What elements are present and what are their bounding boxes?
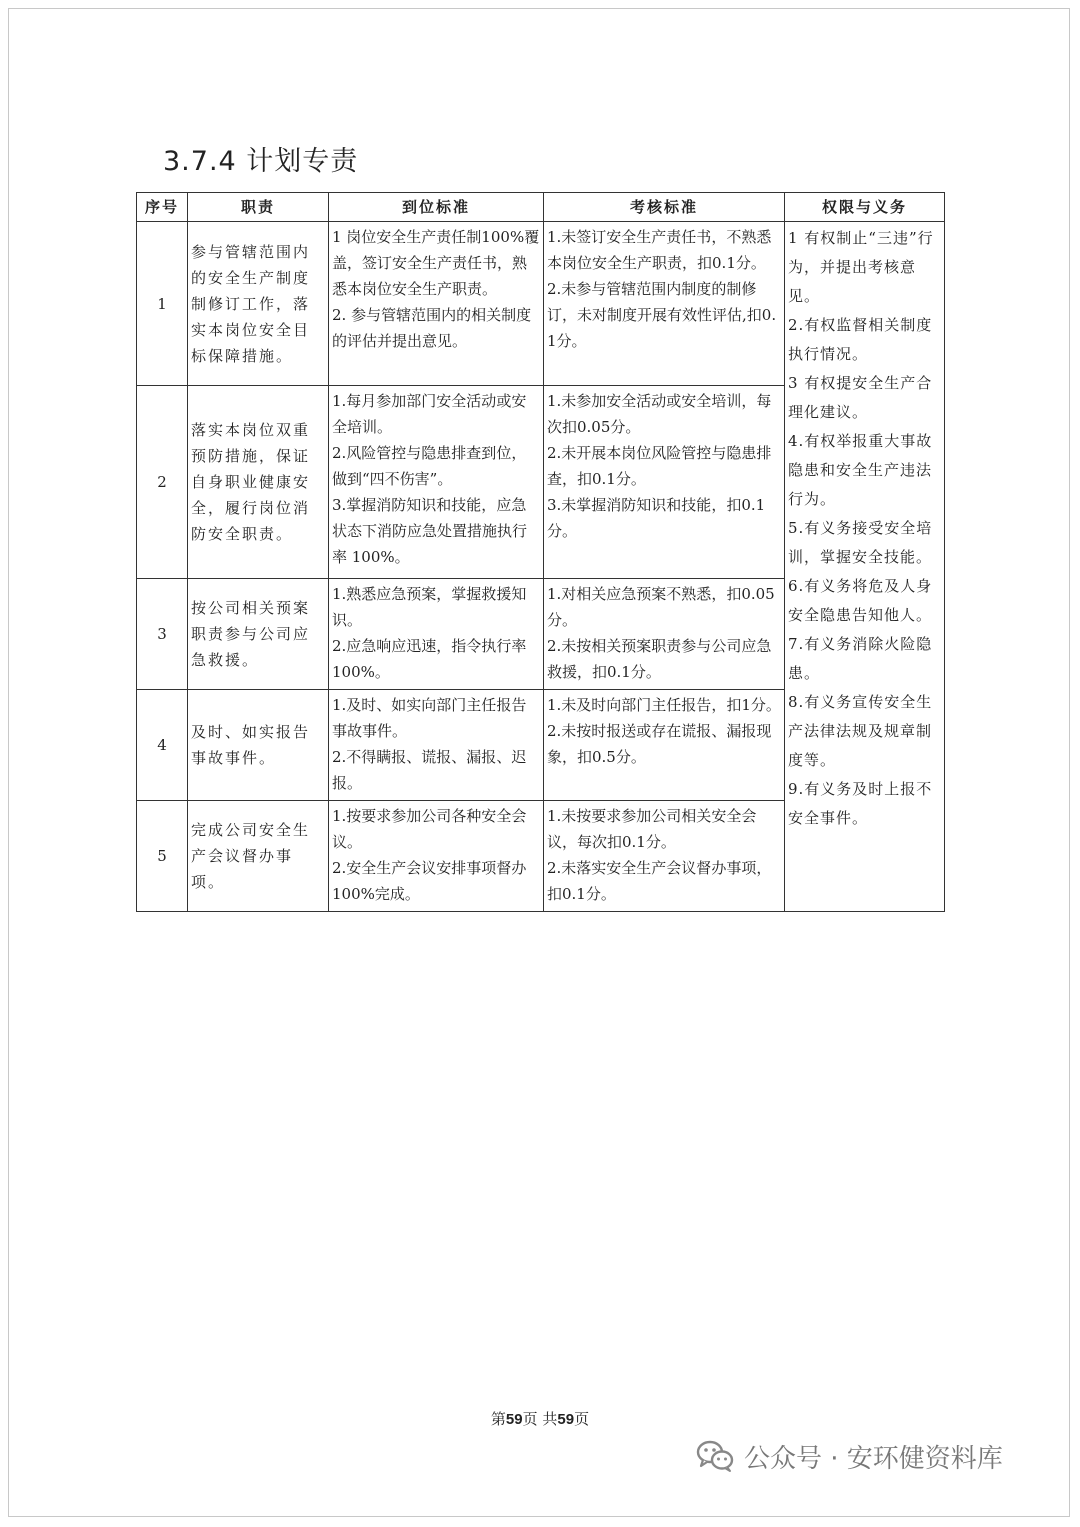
row-assessment bbox=[544, 690, 785, 801]
row-seq: 5 bbox=[137, 801, 188, 912]
rights-item: 3 有权提安全生产合理化建议。 bbox=[788, 374, 933, 421]
page-footer bbox=[0, 1408, 1080, 1429]
row-duty: 参与管辖范围内的安全生产制度制修订工作，落实本岗位安全目标保障措施。 bbox=[188, 222, 329, 386]
assessment-item: 2.未落实安全生产会议督办事项，扣0.1分。 bbox=[547, 859, 772, 903]
row-seq: 4 bbox=[137, 690, 188, 801]
row-standard bbox=[329, 690, 544, 801]
wechat-icon bbox=[696, 1439, 734, 1473]
assessment-item: 1.未参加安全活动或安全培训，每次扣0.05分。 bbox=[547, 392, 772, 436]
footer-prefix: 第 bbox=[490, 1410, 506, 1428]
standard-item: 2. 参与管辖范围内的相关制度的评估并提出意见。 bbox=[332, 306, 532, 350]
row-standard bbox=[329, 386, 544, 579]
table-header-row bbox=[137, 193, 945, 222]
assessment-item: 2.未参与管辖范围内制度的制修订，未对制度开展有效性评估,扣0.1分。 bbox=[547, 280, 777, 350]
standard-item: 2.风险管控与隐患排查到位，做到“四不伤害”。 bbox=[332, 444, 527, 488]
standard-item: 2.应急响应迅速，指令执行率 100%。 bbox=[332, 637, 527, 681]
rights-item: 8.有义务宣传安全生产法律法规及规章制度等。 bbox=[788, 693, 933, 769]
row-standard bbox=[329, 801, 544, 912]
standard-item: 1.及时、如实向部门主任报告事故事件。 bbox=[332, 696, 527, 740]
row-standard bbox=[329, 579, 544, 690]
standard-item: 3.掌握消防知识和技能，应急状态下消防应急处置措施执行率 100%。 bbox=[332, 496, 528, 566]
standard-item: 2.不得瞒报、谎报、漏报、迟报。 bbox=[332, 748, 527, 792]
row-assessment bbox=[544, 801, 785, 912]
assessment-item: 1.未签订安全生产责任书，不熟悉本岗位安全生产职责，扣0.1分。 bbox=[547, 228, 772, 272]
standard-item: 2.安全生产会议安排事项督办 100%完成。 bbox=[332, 859, 527, 903]
footer-middle: 页 共 bbox=[522, 1410, 558, 1428]
total-pages-number: 59 bbox=[557, 1411, 575, 1428]
assessment-item: 2.未按相关预案职责参与公司应急救援，扣0.1分。 bbox=[547, 637, 772, 681]
assessment-item: 2.未按时报送或存在谎报、漏报现象，扣0.5分。 bbox=[547, 722, 772, 766]
rights-item: 4.有权举报重大事故隐患和安全生产违法行为。 bbox=[788, 432, 933, 508]
rights-item: 9.有义务及时上报不安全事件。 bbox=[788, 780, 933, 827]
row-duty: 完成公司安全生产会议督办事项。 bbox=[188, 801, 329, 912]
row-assessment bbox=[544, 222, 785, 386]
rights-item: 1 有权制止“三违”行为，并提出考核意见。 bbox=[788, 229, 934, 305]
row-duty: 落实本岗位双重预防措施，保证自身职业健康安全，履行岗位消防安全职责。 bbox=[188, 386, 329, 579]
rights-item: 2.有权监督相关制度执行情况。 bbox=[788, 316, 933, 363]
table-row bbox=[137, 222, 945, 386]
rights-cell bbox=[785, 222, 945, 912]
row-duty: 按公司相关预案职责参与公司应急救援。 bbox=[188, 579, 329, 690]
row-assessment bbox=[544, 579, 785, 690]
assessment-item: 1.对相关应急预案不熟悉，扣0.05分。 bbox=[547, 585, 775, 629]
row-duty: 及时、如实报告事故事件。 bbox=[188, 690, 329, 801]
assessment-item: 2.未开展本岗位风险管控与隐患排查，扣0.1分。 bbox=[547, 444, 772, 488]
rights-item: 6.有义务将危及人身安全隐患告知他人。 bbox=[788, 577, 933, 624]
section-title: 3.7.4 计划专责 bbox=[163, 146, 359, 177]
header-assessment: 考核标准 bbox=[544, 193, 785, 222]
row-seq: 3 bbox=[137, 579, 188, 690]
row-assessment bbox=[544, 386, 785, 579]
row-standard bbox=[329, 222, 544, 386]
header-seq: 序号 bbox=[137, 193, 188, 222]
header-rights: 权限与义务 bbox=[785, 193, 945, 222]
row-seq: 1 bbox=[137, 222, 188, 386]
assessment-item: 1.未按要求参加公司相关安全会议，每次扣0.1分。 bbox=[547, 807, 757, 851]
rights-item: 7.有义务消除火险隐患。 bbox=[788, 635, 933, 682]
standard-item: 1.按要求参加公司各种安全会议。 bbox=[332, 807, 527, 851]
footer-suffix: 页 bbox=[574, 1410, 590, 1428]
current-page-number: 59 bbox=[505, 1411, 523, 1428]
rights-item: 5.有义务接受安全培训，掌握安全技能。 bbox=[788, 519, 933, 566]
assessment-item: 3.未掌握消防知识和技能，扣0.1分。 bbox=[547, 496, 766, 540]
standard-item: 1 岗位安全生产责任制100%覆盖，签订安全生产责任书，熟悉本岗位安全生产职责。 bbox=[332, 228, 540, 298]
standard-item: 1.每月参加部门安全活动或安全培训。 bbox=[332, 392, 527, 436]
watermark bbox=[696, 1436, 1003, 1476]
row-seq: 2 bbox=[137, 386, 188, 579]
duty-table bbox=[136, 192, 945, 912]
header-duty: 职责 bbox=[188, 193, 329, 222]
header-standard: 到位标准 bbox=[329, 193, 544, 222]
standard-item: 1.熟悉应急预案，掌握救援知识。 bbox=[332, 585, 527, 629]
assessment-item: 1.未及时向部门主任报告，扣1分。 bbox=[547, 696, 781, 714]
watermark-text: 公众号 · 安环健资料库 bbox=[744, 1443, 1003, 1474]
